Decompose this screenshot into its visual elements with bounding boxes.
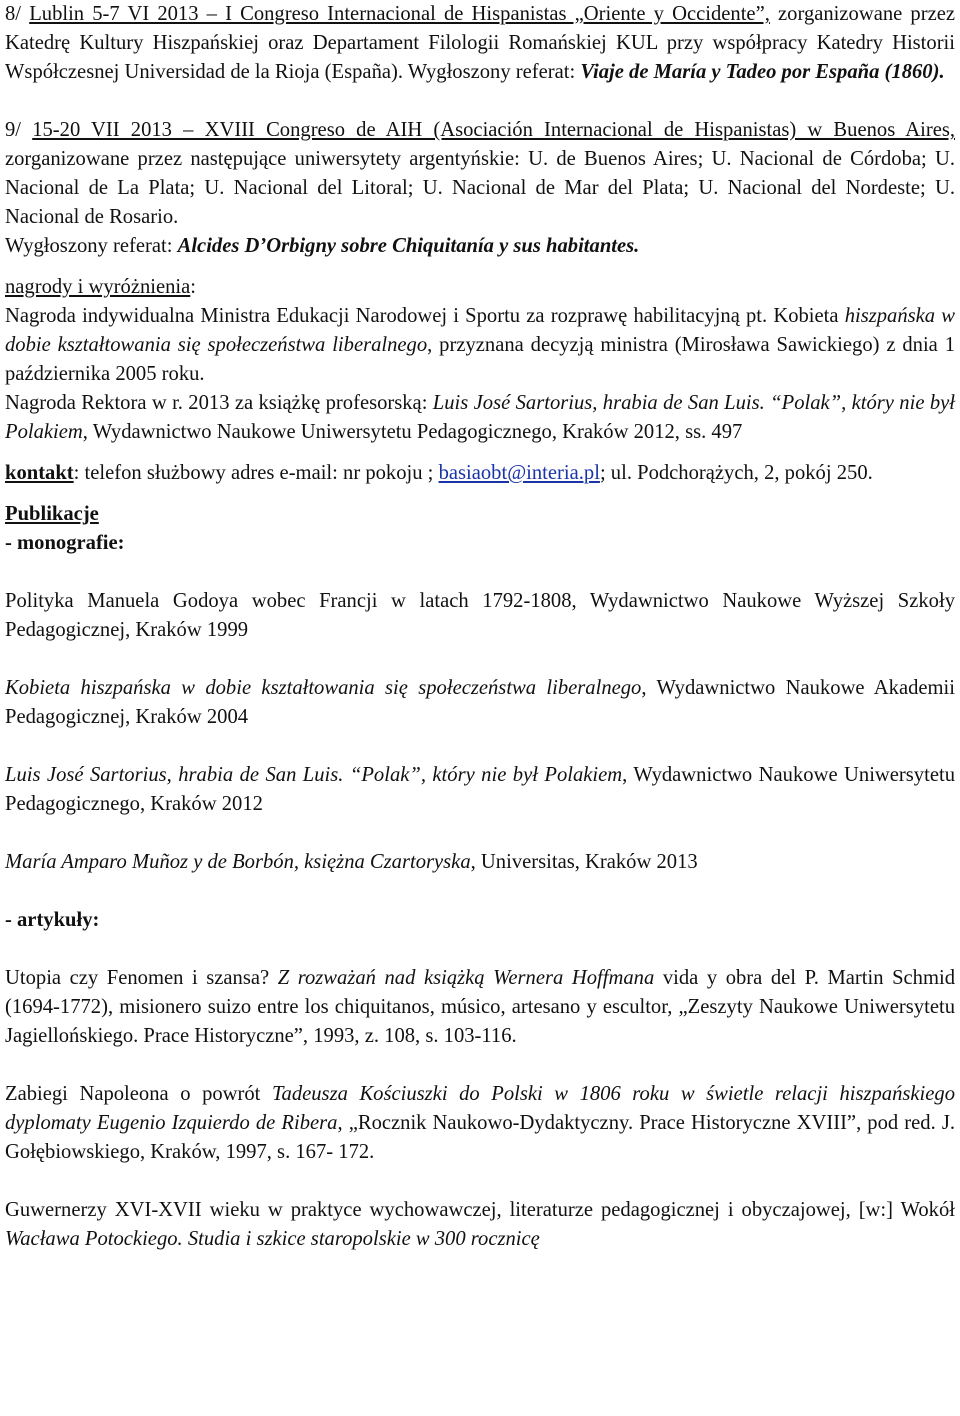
referat-title: Alcides D’Orbigny sobre Chiquitanía y sus habitantes. [177,235,640,257]
entry-number: 8/ [5,3,22,25]
awards-section: nagrody i wyróżnienia: Nagroda indywidualna Ministra Edukacji Narodowej i Sportu za rozprawę habilitacyjną pt. Kobieta hiszpańska w dobie kształtowania się społeczeństwa liberalnego, przyznana decyzją ministra (Mirosława Sawickiego) z dnia 1 października 2005 roku. Nagroda Rektora w r. 2013 za książkę profesorską: Luis José Sartorius, hrabia de San Luis. “Polak”, który nie był Polakiem, Wydawnictwo Naukowe Uniwersytetu Pedagogicznego, Kraków 2012, ss. 497 [5,276,955,443]
articles-heading: - artykuły: [5,909,100,931]
articles-heading-block [5,906,955,935]
article-item: Zabiegi Napoleona o powrót Tadeusza Kościuszki do Polski w 1806 roku w świetle relacji hiszpańskiego dyplomaty Eugenio Izquierdo de Ribera, „Rocznik Naukowo-Dydaktyczny. Prace Historyczne XVIII”, pod red. J. Gołębiowskiego, Kraków, 1997, s. 167- 172. [5,1083,955,1163]
congress-entry-8 [5,0,955,87]
referat-label: Wygłoszony referat: [5,235,178,257]
referat-title: Viaje de María y Tadeo por España (1860). [580,61,945,83]
article-item: Guwernerzy XVI-XVII wieku w praktyce wychowawczej, literaturze pedagogicznej i obyczajowej, [w:] Wokół Wacława Potockiego. Studia i szkice staropolskie w 300 rocznicę [5,1199,955,1250]
congress-description: zorganizowane przez Katedrę Kultury Hiszpańskiej oraz Departament Filologii Romańskiej KUL przy współpracy Katedry Historii Współczesnej Universidad de la Rioja (España). [5,3,956,83]
article-item: Utopia czy Fenomen i szansa? Z rozważań nad książką Wernera Hoffmana vida y obra del P. Martin Schmid (1694-1772), misionero suizo entre los chiquitanos, músico, artesano y escultor, „Zeszyty Naukowe Uniwersytetu Jagiellońskiego. Prace Historyczne”, 1993, z. 108, s. 103-116. [5,967,955,1047]
document-page [5,0,955,1254]
contact-section: kontakt: telefon służbowy adres e-mail: nr pokoju ; basiaobt@interia.pl; ul. Podchorążych, 2, pokój 250. [5,462,873,484]
monograph-item: María Amparo Muñoz y de Borbón, księżna Czartoryska, Universitas, Kraków 2013 [5,851,698,873]
award-1: Nagroda indywidualna Ministra Edukacji Narodowej i Sportu za rozprawę habilitacyjną pt. Kobieta hiszpańska w dobie kształtowania się społeczeństwa liberalnego, przyznana decyzją ministra (Mirosława Sawickiego) z dnia 1 października 2005 roku. [5,305,955,385]
monographs-heading: - monografie: [5,532,125,554]
congress-event: Lublin 5-7 VI 2013 – I Congreso Internacional de Hispanistas „Oriente y Occidente”, [29,3,770,25]
entry-number: 9/ [5,119,22,141]
congress-event: 15-20 VII 2013 – XVIII Congreso de AIH (Asociación Internacional de Hispanistas) w Buenos Aires, [32,119,955,141]
award-1-title: hiszpańska w dobie kształtowania się społeczeństwa liberalnego [5,305,955,356]
monograph-item: Luis José Sartorius, hrabia de San Luis. “Polak”, który nie był Polakiem, Wydawnictwo Naukowe Uniwersytetu Pedagogicznego, Kraków 2012 [5,764,955,815]
award-2: Nagroda Rektora w r. 2013 za książkę profesorską: Luis José Sartorius, hrabia de San Luis. “Polak”, który nie był Polakiem, Wydawnictwo Naukowe Uniwersytetu Pedagogicznego, Kraków 2012, ss. 497 [5,392,955,443]
award-2-title: Luis José Sartorius, hrabia de San Luis. “Polak”, który nie był Polakiem [5,392,955,443]
monograph-item: Kobieta hiszpańska w dobie kształtowania się społeczeństwa liberalnego, Wydawnictwo Naukowe Akademii Pedagogicznej, Kraków 2004 [5,677,955,728]
congress-entry-9 [5,116,955,261]
awards-heading: nagrody i wyróżnienia [5,276,191,298]
contact-label: kontakt [5,462,74,484]
monograph-item: Polityka Manuela Godoya wobec Francji w latach 1792-1808, Wydawnictwo Naukowe Wyższej Szkoły Pedagogicznej, Kraków 1999 [5,590,955,641]
congress-description: zorganizowane przez następujące uniwersytety argentyńskie: U. de Buenos Aires; U. Nacional de Córdoba; U. Nacional de La Plata; U. Nacional del Litoral; U. Nacional de Mar del Plata; U. Nacional del Nordeste; U. Nacional de Rosario. [5,148,955,228]
publications-heading: Publikacje [5,503,99,525]
publications-heading-block [5,500,955,558]
referat-label: Wygłoszony referat: [407,61,581,83]
email-link[interactable]: basiaobt@interia.pl [438,462,600,484]
